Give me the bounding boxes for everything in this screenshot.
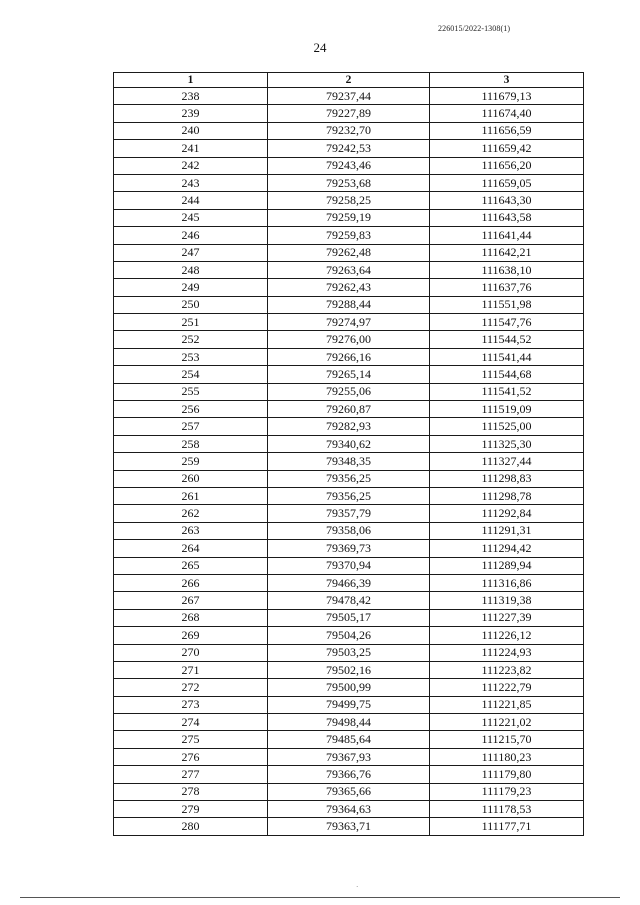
footer-mark: · [356,883,359,891]
x-coordinate-cell: 79260,87 [268,401,430,418]
y-coordinate-cell: 111319,38 [430,592,584,609]
x-coordinate-cell: 79258,25 [268,192,430,209]
x-coordinate-cell: 79242,53 [268,140,430,157]
table-header [114,73,584,88]
column-header-point: 1 [114,73,268,88]
table-row [114,801,584,818]
x-coordinate-cell: 79340,62 [268,435,430,452]
point-number-cell: 243 [114,174,268,191]
table-row [114,174,584,191]
y-coordinate-cell: 111679,13 [430,88,584,105]
table-row [114,487,584,504]
y-coordinate-cell: 111179,23 [430,783,584,800]
x-coordinate-cell: 79227,89 [268,105,430,122]
point-number-cell: 272 [114,679,268,696]
x-coordinate-cell: 79262,43 [268,279,430,296]
table-row [114,209,584,226]
x-coordinate-cell: 79499,75 [268,696,430,713]
point-number-cell: 245 [114,209,268,226]
x-coordinate-cell: 79262,48 [268,244,430,261]
y-coordinate-cell: 111294,42 [430,540,584,557]
y-coordinate-cell: 111642,21 [430,244,584,261]
x-coordinate-cell: 79365,66 [268,783,430,800]
y-coordinate-cell: 111551,98 [430,296,584,313]
point-number-cell: 265 [114,557,268,574]
y-coordinate-cell: 111541,44 [430,348,584,365]
y-coordinate-cell: 111223,82 [430,661,584,678]
y-coordinate-cell: 111224,93 [430,644,584,661]
y-coordinate-cell: 111637,76 [430,279,584,296]
point-number-cell: 260 [114,470,268,487]
table-row [114,314,584,331]
point-number-cell: 278 [114,783,268,800]
point-number-cell: 266 [114,574,268,591]
y-coordinate-cell: 111641,44 [430,227,584,244]
table-row [114,105,584,122]
table-row [114,244,584,261]
x-coordinate-cell: 79505,17 [268,609,430,626]
point-number-cell: 280 [114,818,268,835]
point-number-cell: 250 [114,296,268,313]
table-row [114,783,584,800]
y-coordinate-cell: 111544,52 [430,331,584,348]
table-row [114,661,584,678]
point-number-cell: 273 [114,696,268,713]
y-coordinate-cell: 111525,00 [430,418,584,435]
point-number-cell: 262 [114,505,268,522]
x-coordinate-cell: 79504,26 [268,627,430,644]
document-id: 226015/2022-1308(1) [438,24,511,33]
point-number-cell: 275 [114,731,268,748]
y-coordinate-cell: 111325,30 [430,435,584,452]
point-number-cell: 279 [114,801,268,818]
table-row [114,140,584,157]
x-coordinate-cell: 79288,44 [268,296,430,313]
table-row [114,627,584,644]
x-coordinate-cell: 79232,70 [268,122,430,139]
table-row [114,592,584,609]
y-coordinate-cell: 111327,44 [430,453,584,470]
point-number-cell: 249 [114,279,268,296]
x-coordinate-cell: 79266,16 [268,348,430,365]
x-coordinate-cell: 79356,25 [268,487,430,504]
x-coordinate-cell: 79363,71 [268,818,430,835]
coordinates-table-wrapper [113,72,583,836]
x-coordinate-cell: 79348,35 [268,453,430,470]
table-row [114,348,584,365]
table-row [114,122,584,139]
point-number-cell: 254 [114,366,268,383]
table-row [114,88,584,105]
y-coordinate-cell: 111659,05 [430,174,584,191]
y-coordinate-cell: 111656,59 [430,122,584,139]
y-coordinate-cell: 111544,68 [430,366,584,383]
table-row [114,453,584,470]
y-coordinate-cell: 111656,20 [430,157,584,174]
x-coordinate-cell: 79263,64 [268,261,430,278]
table-row [114,435,584,452]
point-number-cell: 242 [114,157,268,174]
point-number-cell: 271 [114,661,268,678]
x-coordinate-cell: 79243,46 [268,157,430,174]
point-number-cell: 247 [114,244,268,261]
x-coordinate-cell: 79282,93 [268,418,430,435]
table-row [114,383,584,400]
y-coordinate-cell: 111519,09 [430,401,584,418]
x-coordinate-cell: 79478,42 [268,592,430,609]
x-coordinate-cell: 79466,39 [268,574,430,591]
y-coordinate-cell: 111291,31 [430,522,584,539]
y-coordinate-cell: 111289,94 [430,557,584,574]
y-coordinate-cell: 111292,84 [430,505,584,522]
table-row [114,505,584,522]
y-coordinate-cell: 111659,42 [430,140,584,157]
y-coordinate-cell: 111298,78 [430,487,584,504]
table-row [114,279,584,296]
table-row [114,296,584,313]
x-coordinate-cell: 79485,64 [268,731,430,748]
x-coordinate-cell: 79356,25 [268,470,430,487]
point-number-cell: 257 [114,418,268,435]
y-coordinate-cell: 111638,10 [430,261,584,278]
x-coordinate-cell: 79498,44 [268,714,430,731]
table-row [114,331,584,348]
point-number-cell: 239 [114,105,268,122]
x-coordinate-cell: 79370,94 [268,557,430,574]
y-coordinate-cell: 111316,86 [430,574,584,591]
table-row [114,401,584,418]
point-number-cell: 269 [114,627,268,644]
point-number-cell: 258 [114,435,268,452]
table-row [114,714,584,731]
table-row [114,522,584,539]
point-number-cell: 238 [114,88,268,105]
x-coordinate-cell: 79265,14 [268,366,430,383]
table-row [114,644,584,661]
x-coordinate-cell: 79255,06 [268,383,430,400]
y-coordinate-cell: 111215,70 [430,731,584,748]
table-row [114,470,584,487]
y-coordinate-cell: 111547,76 [430,314,584,331]
point-number-cell: 253 [114,348,268,365]
table-row [114,748,584,765]
point-number-cell: 252 [114,331,268,348]
point-number-cell: 268 [114,609,268,626]
y-coordinate-cell: 111177,71 [430,818,584,835]
table-row [114,418,584,435]
table-row [114,696,584,713]
point-number-cell: 248 [114,261,268,278]
point-number-cell: 246 [114,227,268,244]
point-number-cell: 261 [114,487,268,504]
table-row [114,574,584,591]
table-row [114,818,584,835]
x-coordinate-cell: 79237,44 [268,88,430,105]
x-coordinate-cell: 79259,83 [268,227,430,244]
x-coordinate-cell: 79503,25 [268,644,430,661]
point-number-cell: 241 [114,140,268,157]
y-coordinate-cell: 111226,12 [430,627,584,644]
table-row [114,366,584,383]
point-number-cell: 259 [114,453,268,470]
point-number-cell: 263 [114,522,268,539]
table-body [114,88,584,836]
point-number-cell: 264 [114,540,268,557]
table-row [114,540,584,557]
y-coordinate-cell: 111674,40 [430,105,584,122]
x-coordinate-cell: 79274,97 [268,314,430,331]
y-coordinate-cell: 111180,23 [430,748,584,765]
y-coordinate-cell: 111298,83 [430,470,584,487]
x-coordinate-cell: 79364,63 [268,801,430,818]
table-row [114,192,584,209]
y-coordinate-cell: 111179,80 [430,766,584,783]
x-coordinate-cell: 79500,99 [268,679,430,696]
point-number-cell: 267 [114,592,268,609]
x-coordinate-cell: 79357,79 [268,505,430,522]
table-row [114,731,584,748]
point-number-cell: 244 [114,192,268,209]
y-coordinate-cell: 111541,52 [430,383,584,400]
x-coordinate-cell: 79253,68 [268,174,430,191]
x-coordinate-cell: 79369,73 [268,540,430,557]
page-number: 24 [313,40,327,55]
table-row [114,227,584,244]
coordinates-table [113,72,584,836]
x-coordinate-cell: 79276,00 [268,331,430,348]
point-number-cell: 277 [114,766,268,783]
point-number-cell: 256 [114,401,268,418]
table-row [114,557,584,574]
table-row [114,609,584,626]
table-row [114,157,584,174]
table-row [114,679,584,696]
point-number-cell: 255 [114,383,268,400]
point-number-cell: 270 [114,644,268,661]
y-coordinate-cell: 111178,53 [430,801,584,818]
y-coordinate-cell: 111227,39 [430,609,584,626]
point-number-cell: 274 [114,714,268,731]
y-coordinate-cell: 111643,58 [430,209,584,226]
table-header-row [114,73,584,88]
y-coordinate-cell: 111222,79 [430,679,584,696]
x-coordinate-cell: 79259,19 [268,209,430,226]
x-coordinate-cell: 79502,16 [268,661,430,678]
y-coordinate-cell: 111221,02 [430,714,584,731]
y-coordinate-cell: 111643,30 [430,192,584,209]
y-coordinate-cell: 111221,85 [430,696,584,713]
column-header-y: 3 [430,73,584,88]
table-row [114,766,584,783]
table-row [114,261,584,278]
point-number-cell: 276 [114,748,268,765]
x-coordinate-cell: 79367,93 [268,748,430,765]
column-header-x: 2 [268,73,430,88]
point-number-cell: 240 [114,122,268,139]
x-coordinate-cell: 79358,06 [268,522,430,539]
point-number-cell: 251 [114,314,268,331]
x-coordinate-cell: 79366,76 [268,766,430,783]
scan-edge-line [20,897,620,898]
